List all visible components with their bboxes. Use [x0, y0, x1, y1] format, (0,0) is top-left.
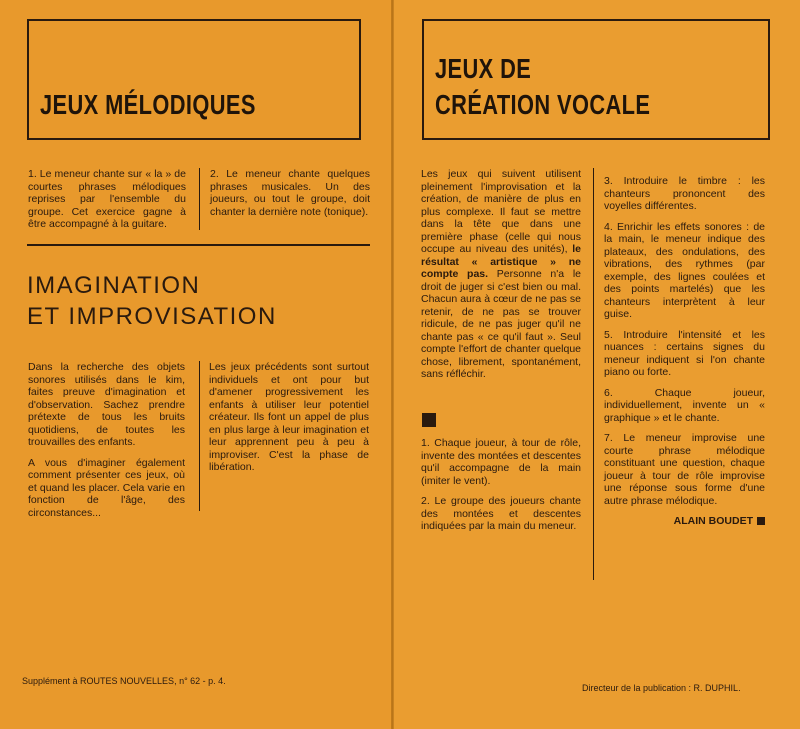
- left-col1-text: 1. Le meneur chante sur « la » de courtes phrases mélodiques reprises par l'ensemble du groupe. Cet exercice gagne à être accompagné à la guitare.: [28, 168, 186, 230]
- right-col-divider: [593, 168, 594, 580]
- left-col3: [28, 361, 185, 519]
- section-heading-line1: IMAGINATION: [27, 272, 201, 299]
- item-2: 2. Le groupe des joueurs chante des montées et descentes indiquées par la main du meneur.: [421, 495, 581, 532]
- item-4: 4. Enrichir les effets sonores : de la main, le meneur indique des plateaux, des ondulations, des vibrations, des rythmes (par exemple, des lignes coulées et des points martelés) que les chanteurs interprètent à leur guise.: [604, 220, 765, 320]
- right-intro-text-b: Personne n'a le droit de juger si c'est bien ou mal. Chacun aura à cœur de ne pas se retenir, de ne pas se trouver ridicule, de ne pas juger qu'il ne chante pas « ce qu'il faut ». Seul compte l'effort de chanter quelque chose, librement, spontanément, sans réfléchir.: [421, 268, 581, 380]
- signature-line: [604, 515, 765, 528]
- item-5: 5. Introduire l'intensité et les nuances : certains signes du meneur indiquent si l'on chante piano ou forte.: [604, 328, 765, 378]
- left-col3-para1: Dans la recherche des objets sonores utilisés dans le kim, faites preuve d'imagination et d'observation. Sachez prendre prétexte de tous les bruits quotidiens, de toutes les trouvailles des enfants.: [28, 361, 185, 448]
- left-section-rule: [27, 244, 370, 246]
- left-col-divider-2: [199, 361, 200, 511]
- item-6: 6. Chaque joueur, individuellement, invente un « graphique » et le chante.: [604, 386, 765, 424]
- section-heading-line2: ET IMPROVISATION: [27, 303, 277, 330]
- item-3: 3. Introduire le timbre : les chanteurs prononcent des voyelles différentes.: [604, 175, 765, 212]
- item-1: 1. Chaque joueur, à tour de rôle, invente des montées et descentes qu'il accompagne de la main (imiter le vent).: [421, 437, 581, 487]
- left-col2-text: 2. Le meneur chante quelques phrases musicales. Un des joueurs, ou tout le groupe, doit chanter la dernière note (tonique).: [210, 168, 370, 218]
- left-col-divider: [199, 168, 200, 230]
- right-title-line2: CRÉATION VOCALE: [435, 89, 651, 120]
- end-square-marker: [757, 517, 765, 525]
- left-footer: Supplément à ROUTES NOUVELLES, n° 62 - p. 4.: [22, 676, 226, 686]
- right-intro: [421, 168, 581, 381]
- item-7: 7. Le meneur improvise une courte phrase mélodique constituant une question, chaque joueur à tour de rôle improvise une réponse sous forme d'une autre phrase mélodique.: [604, 432, 765, 507]
- right-col2-items: [604, 175, 765, 528]
- author-signature: ALAIN BOUDET: [673, 515, 753, 527]
- left-col4-text: Les jeux précédents sont surtout individuels et ont pour but d'amener progressivement les enfants à utiliser leur potentiel créateur. Ils font un appel de plus en plus large à leur imagination et leur apprennent peu à peu à improviser. C'est la phase de libération.: [209, 361, 369, 473]
- right-intro-bold: le résultat « artistique » ne compte pas.: [421, 243, 581, 280]
- right-intro-text-a: Les jeux qui suivent utilisent pleinement l'improvisation et la création, de manière de plus en plus complexe. Il faut se mettre dans la tête que dans une première phase (celle qui nous occupe au niveau des unités),: [421, 168, 581, 255]
- black-square-marker: [422, 413, 436, 427]
- right-footer: Directeur de la publication : R. DUPHIL.: [582, 683, 741, 693]
- right-col1-items: [421, 437, 581, 533]
- page-fold: [391, 0, 394, 729]
- left-col3-para2: A vous d'imaginer également comment présenter ces jeux, où et quand les placer. Cela varie en fonction de l'âge, des circonstances...: [28, 456, 185, 519]
- left-title: JEUX MÉLODIQUES: [40, 89, 256, 120]
- right-title-line1: JEUX DE: [435, 53, 532, 84]
